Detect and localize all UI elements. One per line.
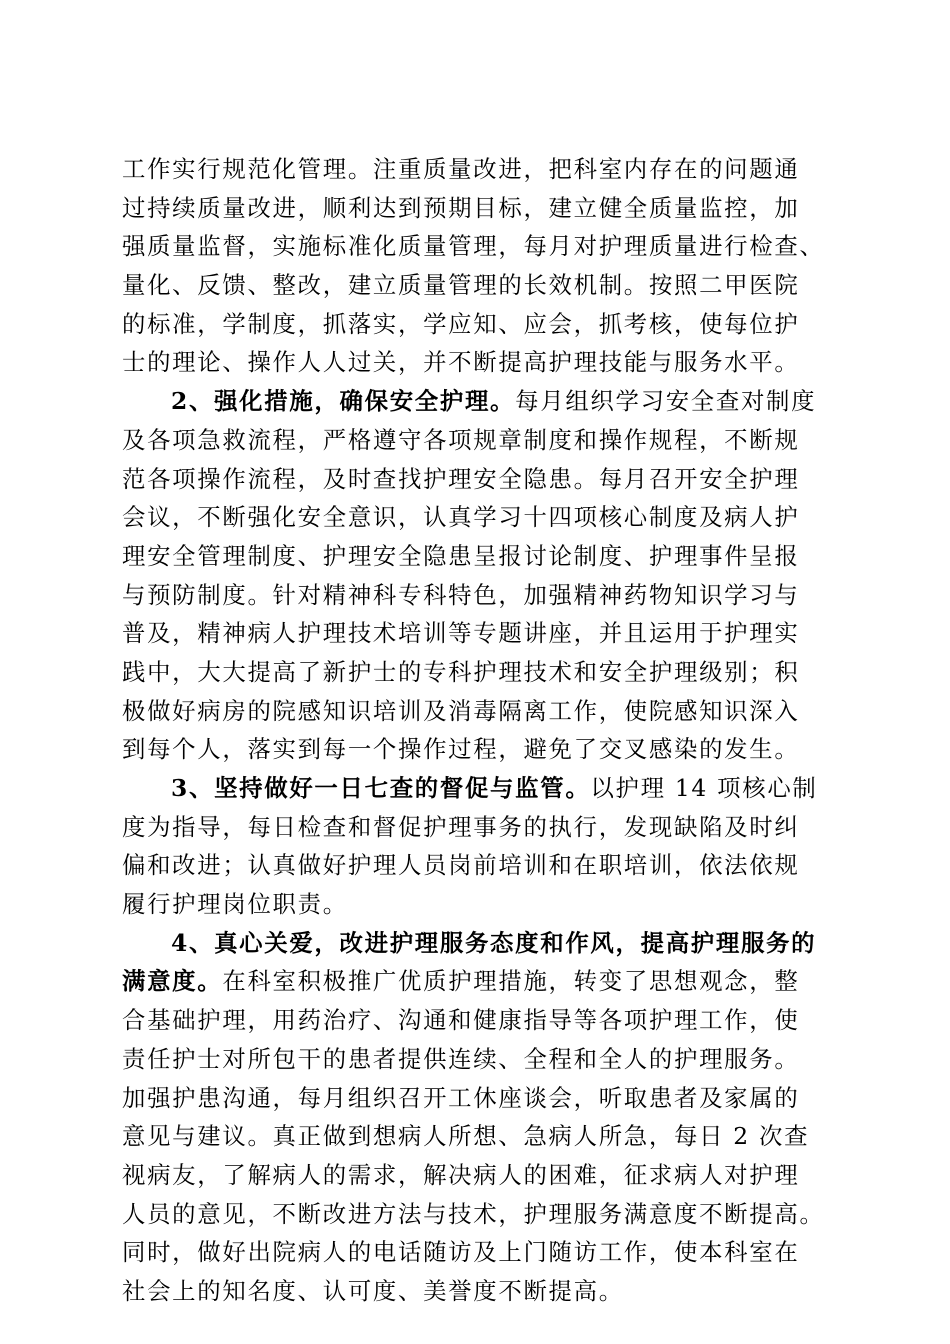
paragraph-safety-nursing [122,382,828,769]
text-line-first [122,382,828,421]
text-line: 范各项操作流程，及时查找护理安全隐患。每月召开安全护理 [122,464,800,493]
text-line: 量化、反馈、整改，建立质量管理的长效机制。按照二甲医院 [122,271,800,300]
section-heading: 4、真心关爱，改进护理服务态度和作风，提高护理服务的 [171,928,817,957]
text-line: 意见与建议。真正做到想病人所想、急病人所急，每日 2 次查 [122,1122,810,1151]
text-line: 与预防制度。针对精神科专科特色，加强精神药物知识学习与 [122,580,800,609]
text-line-first [122,769,828,808]
text-line: 理安全管理制度、护理安全隐患呈报讨论制度、护理事件呈报 [122,541,800,570]
paragraph-daily-inspection [122,769,828,924]
text-line: 普及，精神病人护理技术培训等专题讲座，并且运用于护理实 [122,619,800,648]
text-run: 以护理 14 项核心制 [590,774,818,802]
text-line [122,962,828,1001]
section-heading: 2、强化措施，确保安全护理。 [171,387,516,416]
text-line: 责任护士对所包干的患者提供连续、全程和全人的护理服务。 [122,1044,800,1073]
text-line: 士的理论、操作人人过关，并不断提高护理技能与服务水平。 [122,348,800,377]
text-line: 社会上的知名度、认可度、美誉度不断提高。 [122,1276,624,1305]
paragraph-quality-management [122,150,828,382]
section-heading: 3、坚持做好一日七查的督促与监管。 [171,774,591,802]
text-line: 加强护患沟通，每月组织召开工休座谈会，听取患者及家属的 [122,1083,800,1112]
text-line: 工作实行规范化管理。注重质量改进，把科室内存在的问题通 [122,155,800,183]
text-line: 过持续质量改进，顺利达到预期目标，建立健全质量监控，加 [122,193,800,222]
text-line: 践中，大大提高了新护士的专科护理技术和安全护理级别；积 [122,657,800,686]
text-line: 及各项急救流程，严格遵守各项规章制度和操作规程，不断规 [122,425,800,454]
text-line: 偏和改进；认真做好护理人员岗前培训和在职培训，依法依规 [122,851,800,880]
text-line: 人员的意见，不断改进方法与技术，护理服务满意度不断提高。 [122,1199,825,1228]
text-line: 的标准，学制度，抓落实，学应知、应会，抓考核，使每位护 [122,309,800,338]
text-line: 合基础护理，用药治疗、沟通和健康指导等各项护理工作，使 [122,1006,800,1035]
text-line: 度为指导，每日检查和督促护理事务的执行，发现缺陷及时纠 [122,812,800,841]
text-run: 每月组织学习安全查对制度 [515,387,817,416]
text-line: 视病友，了解病人的需求，解决病人的困难，征求病人对护理 [122,1160,800,1189]
text-run: 在科室积极推广优质护理措施，转变了思想观念，整 [222,967,800,996]
text-line: 履行护理岗位职责。 [122,890,348,919]
document-page [122,150,828,1311]
text-line: 强质量监督，实施标准化质量管理，每月对护理质量进行检查、 [122,232,825,261]
section-heading-continued: 满意度。 [122,967,223,996]
text-line: 到每个人，落实到每一个操作过程，避免了交叉感染的发生。 [122,735,800,764]
text-line: 同时，做好出院病人的电话随访及上门随访工作，使本科室在 [122,1238,800,1267]
paragraph-service-satisfaction [122,924,828,1311]
text-line: 极做好病房的院感知识培训及消毒隔离工作，使院感知识深入 [122,696,800,725]
text-line: 会议，不断强化安全意识，认真学习十四项核心制度及病人护 [122,503,800,532]
